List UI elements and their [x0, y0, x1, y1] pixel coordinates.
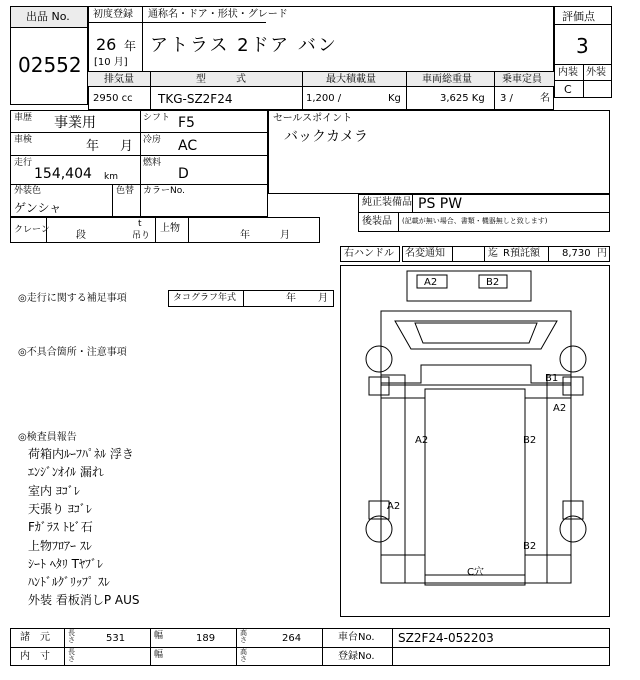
- name-change-label: 名変通知: [405, 248, 445, 259]
- interior-length-label: 長さ: [68, 648, 75, 664]
- gross: 3,625 Kg: [440, 93, 485, 104]
- dims-height-label: 高さ: [240, 629, 247, 645]
- tachograph-year-unit: 年: [286, 293, 296, 304]
- interior-height-label: 高さ: [240, 648, 247, 664]
- capacity: 3 /: [500, 93, 513, 104]
- report-item: ｴﾝｼﾞﾝｵｲﾙ 漏れ: [28, 465, 104, 480]
- color-swatch-label: 色替: [116, 186, 135, 196]
- interior-dims-label: 内 寸: [20, 651, 50, 662]
- report-item: 室内 ﾖｺﾞﾚ: [28, 483, 80, 498]
- report-item: ﾊﾝﾄﾞﾙｸﾞﾘｯﾌﾟ ｽﾚ: [28, 575, 110, 590]
- mark-b2-bottom: B2: [523, 541, 537, 552]
- fuel-value: D: [178, 166, 189, 182]
- vehicle-name: アトラス 2ドア バン: [150, 35, 338, 56]
- front-left-wheel: [366, 346, 392, 372]
- mileage-value: 154,404: [34, 166, 92, 182]
- dims-width-label: 幅: [154, 631, 164, 641]
- history-value: 事業用: [54, 115, 96, 131]
- steering-value: 右ハンドル: [344, 248, 394, 259]
- crane-label: クレーン: [14, 225, 50, 235]
- history-label: 車歴: [14, 113, 33, 123]
- shift-value: F5: [178, 115, 195, 131]
- report-item: 外装 看板消しP AUS: [28, 593, 140, 608]
- exterior-label: 外装: [586, 67, 606, 78]
- sales-point-value: バックカメラ: [284, 129, 368, 145]
- color-no-label: カラーNo.: [143, 186, 185, 196]
- chassis-number: SZ2F24-052203: [398, 631, 494, 645]
- displacement-label: 排気量: [104, 74, 134, 85]
- mark-a2-left: A2: [387, 501, 401, 512]
- max-load-unit: Kg: [388, 93, 401, 104]
- report-title: ◎検査員報告: [18, 432, 77, 443]
- interior-grade: C: [564, 83, 572, 96]
- r-deposit-label: R預託額: [503, 248, 540, 259]
- displacement: 2950 cc: [93, 93, 133, 104]
- rear-right-wheel: [560, 516, 586, 542]
- defects-title: ◎不具合箇所・注意事項: [18, 347, 127, 358]
- mark-b1: B1: [545, 373, 559, 384]
- r-deposit-unit: 円: [597, 248, 607, 259]
- chassis-label: 車台No.: [338, 632, 375, 643]
- crane-tier: 段: [76, 230, 86, 241]
- report-item: 荷箱内ﾙｰﾌﾊﾟﾈﾙ 浮き: [28, 447, 134, 461]
- equipment-value: PS PW: [418, 196, 463, 212]
- ac-value: AC: [178, 138, 198, 154]
- lot-label: 出品 No.: [26, 10, 70, 23]
- dims-width: 189: [196, 633, 216, 644]
- dims-length-label: 長さ: [68, 629, 75, 645]
- mark-a2-mid: A2: [415, 435, 429, 446]
- exterior-color-value: ゲンシャ: [14, 201, 62, 215]
- bed-month-unit: 月: [280, 230, 290, 241]
- exterior-color-label: 外装色: [14, 186, 42, 196]
- mark-b2-front: B2: [486, 277, 500, 288]
- shift-label: シフト: [143, 113, 171, 123]
- capacity-unit: 名: [540, 93, 550, 104]
- mark-a2-right: A2: [553, 403, 567, 414]
- inspection-label: 車検: [14, 135, 33, 145]
- rating-label: 評価点: [562, 10, 595, 23]
- rear-left-wheel: [366, 516, 392, 542]
- mark-a2-front: A2: [424, 277, 438, 288]
- dims-label: 諸 元: [20, 632, 50, 643]
- lot-number: 02552: [18, 53, 82, 77]
- max-load-label: 最大積載量: [326, 74, 376, 85]
- model: TKG-SZ2F24: [158, 92, 233, 106]
- inspection-year-unit: 年: [86, 139, 100, 154]
- crane-lift: 吊り: [132, 231, 151, 241]
- first-reg-year: 26: [96, 35, 117, 54]
- name-label: 通称名・ドア・形状・グレード: [148, 9, 288, 20]
- max-load: 1,200 /: [306, 93, 342, 104]
- bed-year-unit: 年: [240, 230, 250, 241]
- aftermarket-note: (記載が無い場合、書類・機器無しと致します): [402, 217, 548, 225]
- gross-label: 車両総重量: [422, 74, 472, 85]
- sales-point-label: セールスポイント: [273, 113, 353, 124]
- first-reg-year-unit: 年: [124, 39, 137, 53]
- ac-label: 冷房: [143, 135, 162, 145]
- mark-c-hole: C穴: [467, 567, 484, 578]
- report-item: Fｶﾞﾗｽ ﾄﾋﾞ石: [28, 520, 93, 535]
- bed-label: 上物: [160, 223, 180, 234]
- report-item: 上物ﾌﾛｱｰ ｽﾚ: [28, 538, 92, 553]
- tachograph-month-unit: 月: [318, 293, 328, 304]
- front-right-wheel: [560, 346, 586, 372]
- interior-label: 内装: [558, 67, 578, 78]
- supplement-title: ◎走行に関する補足事項: [18, 293, 127, 304]
- tachograph-label: タコグラフ年式: [173, 293, 237, 303]
- rating-value: 3: [576, 34, 589, 58]
- first-reg-month: [10 月]: [94, 57, 128, 68]
- cargo-box: [381, 385, 571, 583]
- mark-b2-mid: B2: [523, 435, 537, 446]
- first-reg-label: 初度登録: [93, 9, 133, 20]
- reg-no-label: 登録No.: [338, 651, 375, 662]
- report-item: ｼｰﾄ ﾍﾀﾘ Tﾔﾌﾞﾚ: [28, 556, 103, 571]
- aftermarket-label: 後装品: [362, 216, 392, 227]
- model-label: 型 式: [196, 74, 246, 85]
- inspection-month-unit: 月: [120, 139, 134, 154]
- crane-ton: t: [138, 219, 142, 229]
- name-change-mark: 迄: [488, 248, 498, 259]
- dims-height: 264: [282, 633, 302, 644]
- dims-length: 531: [106, 633, 126, 644]
- capacity-label: 乗車定員: [502, 74, 542, 85]
- mileage-unit: km: [104, 172, 118, 182]
- fuel-label: 燃料: [143, 158, 162, 168]
- vehicle-diagram: [341, 265, 611, 617]
- r-deposit-value: 8,730: [562, 248, 591, 259]
- mileage-label: 走行: [14, 158, 33, 168]
- equipment-label: 純正装備品: [362, 197, 412, 208]
- interior-width-label: 幅: [154, 650, 164, 660]
- report-item: 天張り ﾖｺﾞﾚ: [28, 501, 92, 516]
